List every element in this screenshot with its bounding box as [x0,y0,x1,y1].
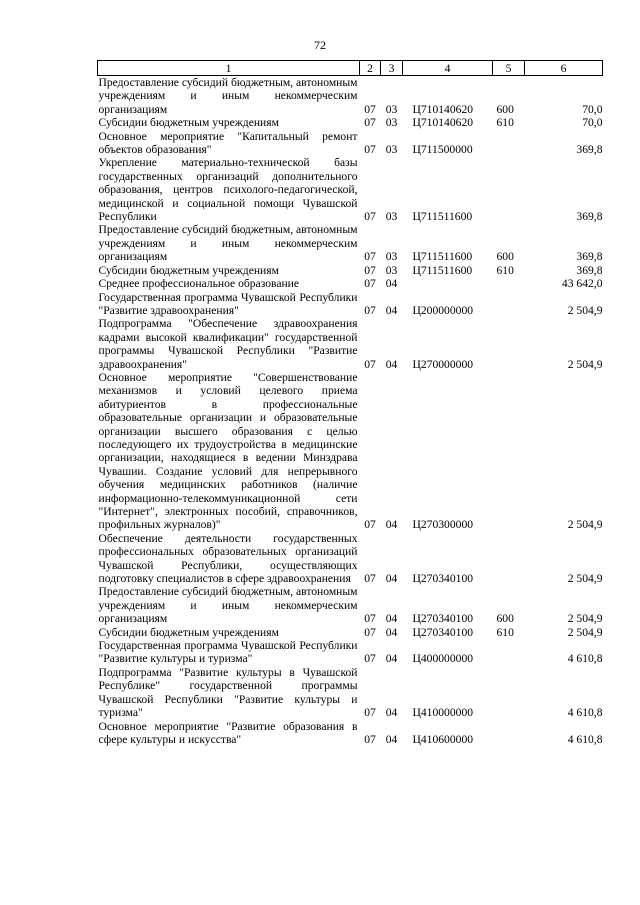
table-row [98,156,603,223]
row-name: Укрепление материально-технической базы государственных организаций дополнительного образования, центров психолого-педагогической, медицинской и социальной помощи Чувашской Республики [98,156,358,224]
row-amount: 2 504,9 [567,303,603,317]
row-amount: 4 610,8 [567,706,603,720]
row-expense-type: 600 [496,250,514,264]
row-expense-type [493,277,525,290]
row-name: Обеспечение деятельности государственных профессиональных образовательных организаций Чувашской Республики, осуществляющих подготовку специалистов в сфере здравоохранения [98,531,358,586]
table-row [98,223,603,263]
row-subsection: 04 [385,706,398,720]
header-col-2: 2 [360,61,381,76]
row-name: Субсидии бюджетным учреждениям [98,625,279,639]
row-target-article: Ц711511600 [412,210,473,224]
row-target-article: Ц711500000 [412,143,473,157]
row-expense-type [493,317,525,371]
row-expense-type [493,130,525,157]
table-row [98,116,603,129]
row-expense-type [493,666,525,720]
row-subsection: 03 [385,210,398,224]
table-row [98,264,603,277]
table-row [98,130,603,157]
row-name: Субсидии бюджетным учреждениям [98,116,279,130]
row-section: 07 [364,625,376,639]
row-name: Предоставление субсидий бюджетным, автономным учреждениям и иным некоммерческим организациям [98,585,358,626]
table-row [98,532,603,586]
row-section: 07 [364,263,376,277]
row-amount: 2 504,9 [567,572,603,586]
budget-table [97,60,603,746]
row-amount: 2 504,9 [567,518,603,532]
header-col-4: 4 [403,61,493,76]
row-subsection: 04 [385,572,398,586]
row-name: Подпрограмма "Развитие культуры в Чувашской Республике" государственной программы Чувашской Республики "Развитие культуры и туризма" [98,665,358,720]
row-subsection: 04 [385,652,398,666]
row-name: Предоставление субсидий бюджетным, автономным учреждениям и иным некоммерческим организациям [98,76,358,116]
row-subsection: 04 [385,277,398,291]
page-number: 72 [314,38,326,52]
row-amount: 4 610,8 [567,732,603,746]
row-target-article: Ц711511600 [412,263,473,277]
row-section: 07 [364,303,376,317]
row-target-article: Ц710140620 [412,102,474,116]
row-expense-type: 610 [496,116,514,130]
row-target-article: Ц410000000 [412,706,474,720]
table-body [98,76,603,747]
row-subsection: 04 [385,732,398,746]
row-subsection: 03 [385,263,398,277]
row-section: 07 [364,572,376,586]
row-amount: 2 504,9 [567,357,603,371]
table-row [98,277,603,290]
row-section: 07 [364,652,376,666]
table-row [98,626,603,639]
row-subsection: 04 [385,612,398,626]
row-target-article: Ц270340100 [412,625,474,639]
table-row [98,76,603,117]
row-expense-type [493,371,525,532]
row-subsection: 04 [385,518,398,532]
row-amount: 369,8 [576,210,603,224]
row-expense-type [493,156,525,223]
row-amount: 43 642,0 [561,277,603,291]
row-section: 07 [364,518,376,532]
row-name: Государственная программа Чувашской Республики "Развитие культуры и туризма" [98,639,358,666]
row-section: 07 [364,143,376,157]
row-name: Основное мероприятие "Капитальный ремонт объектов образования" [98,129,358,157]
row-target-article: Ц710140620 [412,116,474,130]
row-subsection: 04 [385,303,398,317]
table-row [98,317,603,371]
row-amount: 2 504,9 [567,625,603,639]
table-row [98,720,603,747]
row-subsection: 03 [385,143,398,157]
row-amount: 2 504,9 [567,612,603,626]
row-expense-type: 600 [496,102,514,116]
row-section: 07 [364,357,376,371]
row-expense-type [493,291,525,318]
row-section: 07 [364,102,376,116]
row-subsection: 04 [385,357,398,371]
row-subsection: 04 [385,625,398,639]
header-col-6: 6 [525,61,603,76]
row-subsection: 03 [385,102,398,116]
row-section: 07 [364,706,376,720]
row-target-article [403,277,493,290]
row-name: Подпрограмма "Обеспечение здравоохранения кадрами высокой квалификации" государственной программы Чувашской Республики "Развитие здравоохранения" [98,317,358,371]
row-expense-type: 610 [496,625,514,639]
row-name: Основное мероприятие "Развитие образования в сфере культуры и искусства" [98,719,358,746]
row-target-article: Ц410600000 [412,732,474,746]
row-target-article: Ц400000000 [412,652,474,666]
row-target-article: Ц270000000 [412,357,474,371]
row-section: 07 [364,250,376,264]
row-expense-type: 600 [496,612,514,626]
header-col-5: 5 [493,61,525,76]
row-section: 07 [364,612,376,626]
row-target-article: Ц711511600 [412,250,473,264]
row-amount: 4 610,8 [567,652,603,666]
row-name: Предоставление субсидий бюджетным, автономным учреждениям и иным некоммерческим организациям [98,223,358,264]
row-target-article: Ц270340100 [412,572,474,586]
row-section: 07 [364,116,376,130]
row-expense-type [493,720,525,747]
row-expense-type [493,532,525,586]
table-row [98,291,603,318]
table-row [98,666,603,720]
table-row [98,639,603,666]
table-row [98,585,603,625]
row-amount: 70,0 [582,116,603,130]
row-amount: 369,8 [576,250,603,264]
row-name: Субсидии бюджетным учреждениям [98,263,279,277]
row-target-article: Ц270300000 [412,518,474,532]
row-section: 07 [364,732,376,746]
row-name: Государственная программа Чувашской Республики "Развитие здравоохранения" [98,290,358,317]
row-expense-type: 610 [496,263,514,277]
row-amount: 70,0 [582,102,603,116]
row-section: 07 [364,210,376,224]
row-target-article: Ц200000000 [412,303,474,317]
table-row [98,371,603,532]
row-section: 07 [364,277,376,291]
row-target-article: Ц270340100 [412,612,474,626]
row-amount: 369,8 [576,263,603,277]
header-col-1: 1 [98,61,360,76]
row-name: Основное мероприятие "Совершенствование механизмов и условий целевого приема абитуриентов в профессиональные образовательные организации и образовательные организации высшего образования с целью последующего их трудоустройства в медицинские организации, находящиеся в ведении Минздрава Чувашии. Создание условий для непрерывного обучения медицинских работников (наличие информационно-телекоммуникационной сети "Интернет", электронных пособий, справочников, профильных журналов)" [98,370,358,532]
table-header [98,61,603,76]
row-subsection: 03 [385,116,398,130]
row-expense-type [493,639,525,666]
row-name: Среднее профессиональное образование [98,277,300,291]
row-subsection: 03 [385,250,398,264]
header-col-3: 3 [381,61,403,76]
row-amount: 369,8 [576,143,603,157]
